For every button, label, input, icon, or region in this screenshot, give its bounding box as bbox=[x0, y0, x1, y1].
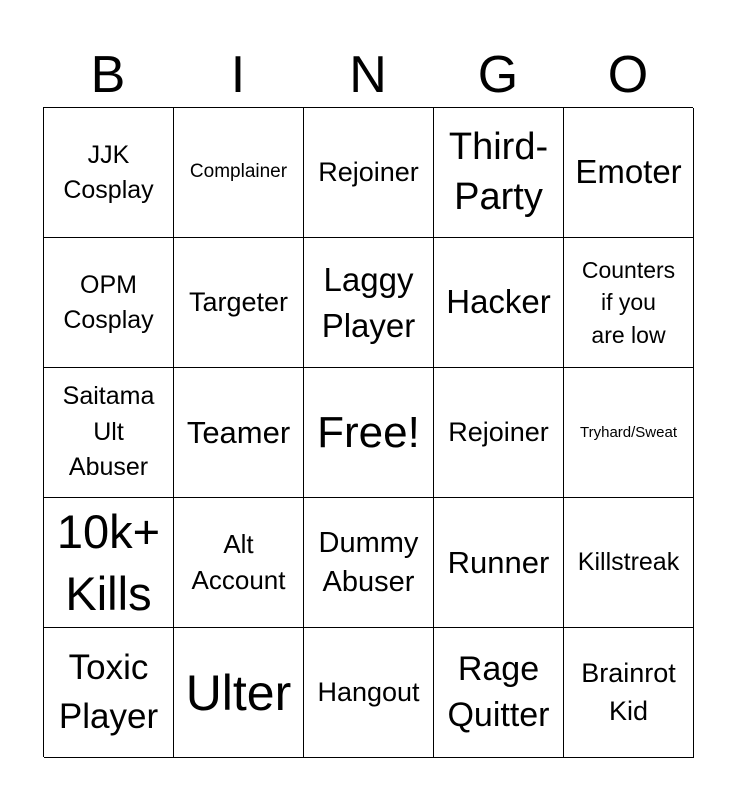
cell-label: OPM Cosplay bbox=[63, 271, 154, 334]
cell-label: Brainrot Kid bbox=[581, 657, 676, 726]
bingo-cell-r1-c1[interactable] bbox=[44, 108, 174, 238]
cell-label: Runner bbox=[447, 544, 550, 580]
cell-label: Rejoiner bbox=[448, 416, 549, 447]
cell-label: Alt Account bbox=[191, 528, 286, 595]
cell-label: Laggy Player bbox=[321, 260, 416, 344]
cell-label: Rejoiner bbox=[318, 156, 419, 187]
bingo-cell-r4-c3[interactable] bbox=[304, 498, 434, 628]
bingo-cell-r2-c4[interactable] bbox=[434, 238, 564, 368]
bingo-cell-r5-c5[interactable] bbox=[564, 628, 694, 758]
bingo-cell-r2-c2[interactable] bbox=[174, 238, 304, 368]
bingo-header bbox=[43, 44, 693, 106]
bingo-cell-r2-c3[interactable] bbox=[304, 238, 434, 368]
bingo-grid bbox=[43, 107, 693, 757]
cell-label: Killstreak bbox=[577, 548, 680, 576]
cell-label: Complainer bbox=[189, 161, 288, 183]
header-letter-o: O bbox=[607, 46, 649, 104]
bingo-cell-r3-c4[interactable] bbox=[434, 368, 564, 498]
cell-label: Toxic Player bbox=[58, 648, 159, 736]
cell-label: Ulter bbox=[185, 664, 292, 721]
bingo-cell-r3-c2[interactable] bbox=[174, 368, 304, 498]
cell-label: Tryhard/Sweat bbox=[580, 423, 677, 441]
bingo-cell-r2-c5[interactable] bbox=[564, 238, 694, 368]
cell-label: Emoter bbox=[575, 153, 682, 191]
bingo-cell-r4-c2[interactable] bbox=[174, 498, 304, 628]
bingo-cell-r1-c4[interactable] bbox=[434, 108, 564, 238]
cell-label: Third- Party bbox=[448, 126, 549, 218]
cell-label: Hacker bbox=[446, 283, 551, 321]
bingo-cell-r5-c1[interactable] bbox=[44, 628, 174, 758]
cell-label: Dummy Abuser bbox=[318, 527, 419, 598]
cell-label: Saitama Ult Abuser bbox=[62, 382, 155, 482]
bingo-cell-r4-c4[interactable] bbox=[434, 498, 564, 628]
header-letter-n: N bbox=[349, 46, 387, 104]
bingo-cell-r1-c3[interactable] bbox=[304, 108, 434, 238]
header-letter-g: G bbox=[477, 46, 519, 104]
bingo-cell-r5-c2[interactable] bbox=[174, 628, 304, 758]
cell-label: Teamer bbox=[186, 414, 291, 450]
bingo-cell-r1-c2[interactable] bbox=[174, 108, 304, 238]
cell-label: Counters if you are low bbox=[581, 256, 676, 348]
cell-label: Hangout bbox=[317, 676, 420, 707]
bingo-cell-r5-c3[interactable] bbox=[304, 628, 434, 758]
cell-label: 10k+ Kills bbox=[56, 505, 161, 620]
bingo-cell-r4-c5[interactable] bbox=[564, 498, 694, 628]
cell-label: Free! bbox=[317, 407, 420, 457]
cell-label: JJK Cosplay bbox=[63, 141, 154, 204]
cell-label: Targeter bbox=[188, 286, 289, 317]
cell-label: Rage Quitter bbox=[447, 650, 550, 734]
bingo-cell-r1-c5[interactable] bbox=[564, 108, 694, 238]
header-letter-b: B bbox=[90, 46, 126, 104]
bingo-cell-r4-c1[interactable] bbox=[44, 498, 174, 628]
bingo-cell-r5-c4[interactable] bbox=[434, 628, 564, 758]
header-letter-i: I bbox=[230, 46, 246, 104]
bingo-cell-r3-c5[interactable] bbox=[564, 368, 694, 498]
bingo-cell-r2-c1[interactable] bbox=[44, 238, 174, 368]
bingo-cell-r3-c1[interactable] bbox=[44, 368, 174, 498]
bingo-cell-r3-c3[interactable] bbox=[304, 368, 434, 498]
